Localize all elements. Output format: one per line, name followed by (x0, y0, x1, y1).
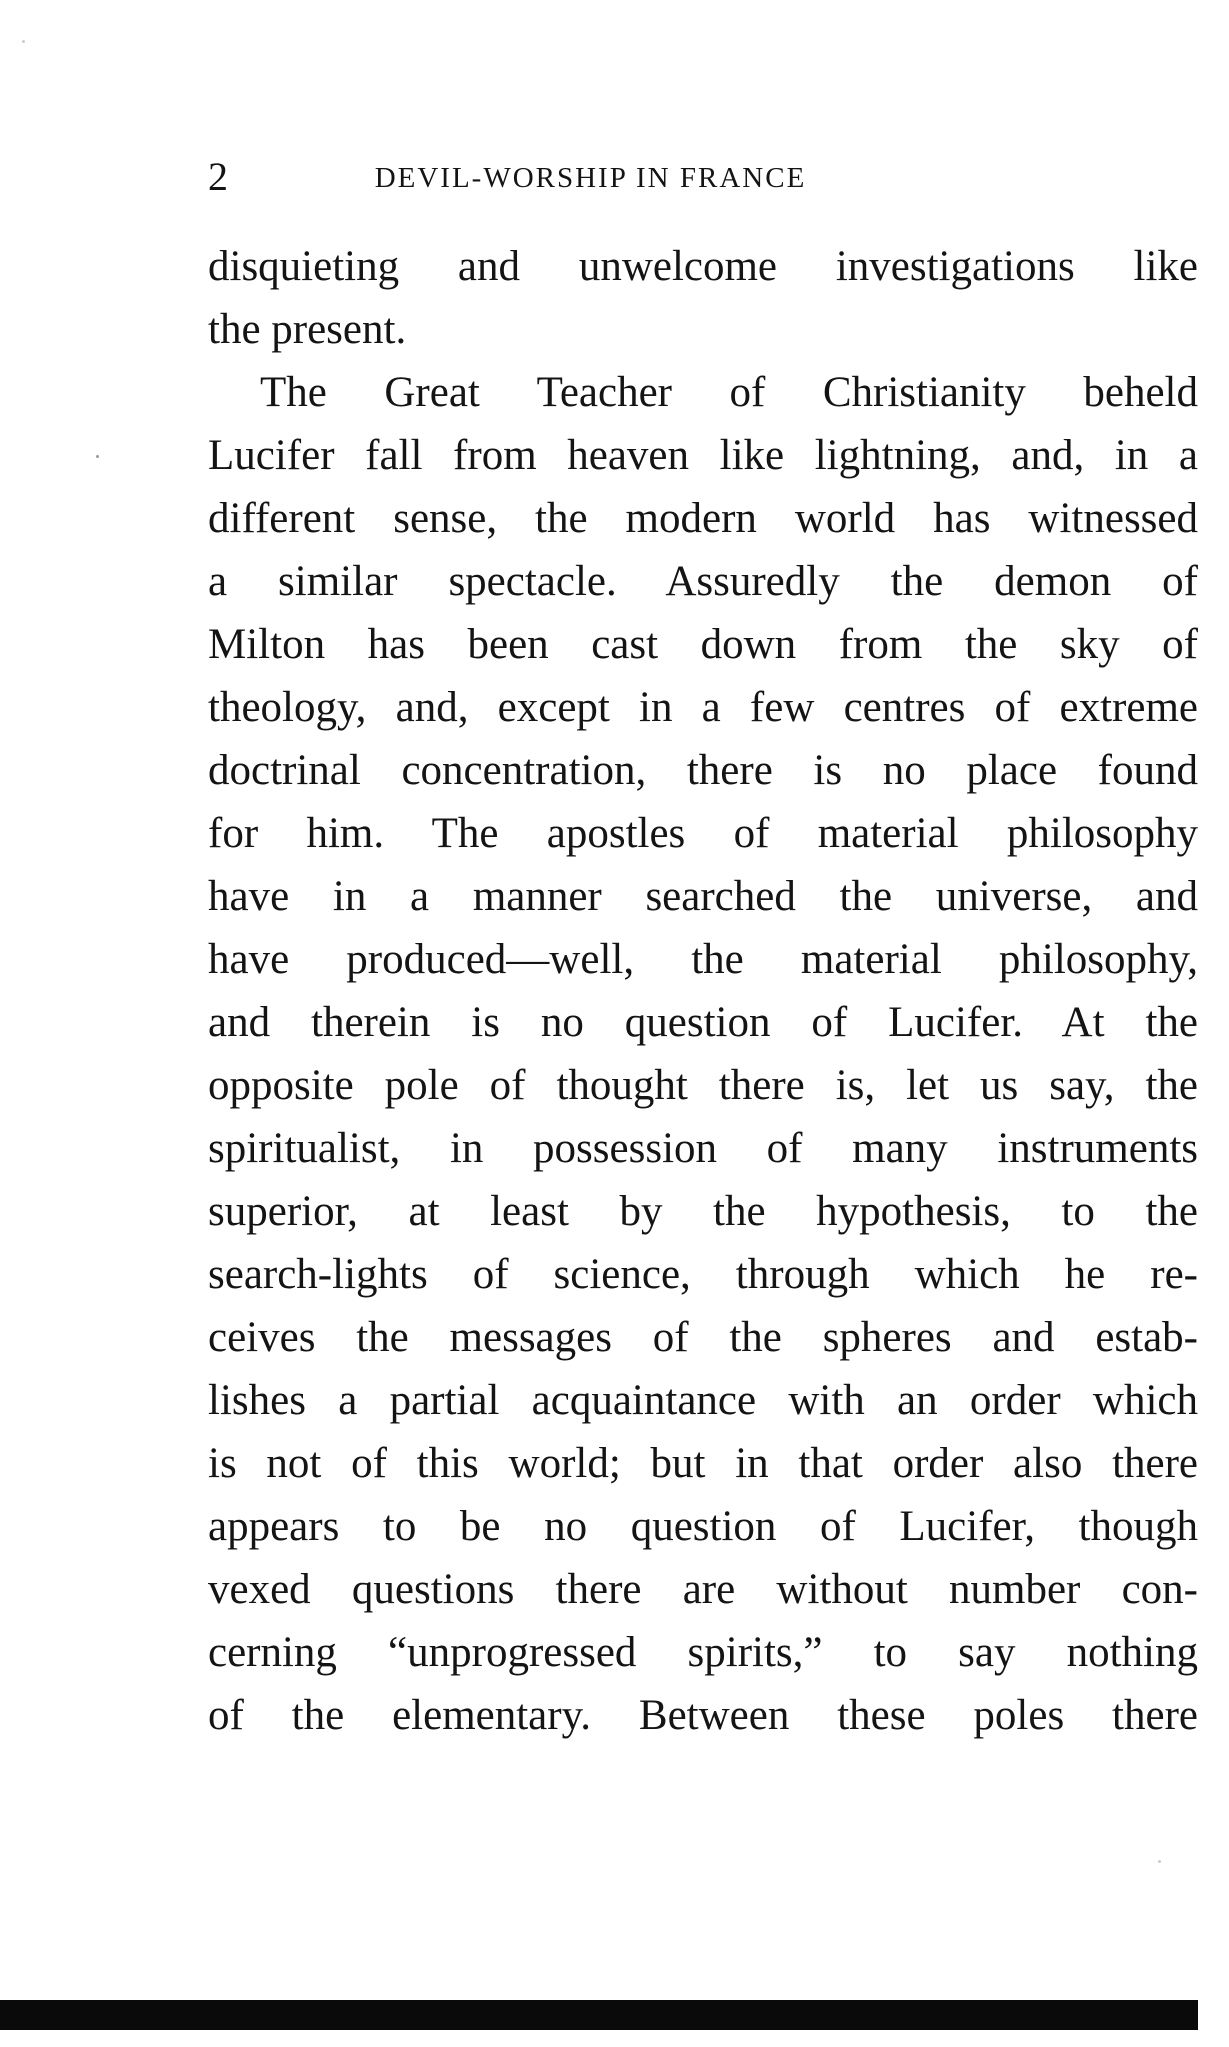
text-line: different sense, the modern world has witnessed (208, 495, 1198, 542)
text-line: spiritualist, in possession of many instruments (208, 1125, 1198, 1172)
text-line: The Great Teacher of Christianity beheld (260, 369, 1198, 416)
text-line: Milton has been cast down from the sky of (208, 621, 1198, 668)
text-line: appears to be no question of Lucifer, though (208, 1503, 1198, 1550)
paper-speck (1158, 1860, 1161, 1863)
text-line: lishes a partial acquaintance with an order which (208, 1377, 1198, 1424)
text-line: doctrinal concentration, there is no place found (208, 747, 1198, 794)
text-line: and therein is no question of Lucifer. At the (208, 999, 1198, 1046)
bottom-edge-bar (0, 2000, 1198, 2030)
text-line: theology, and, except in a few centres of extreme (208, 684, 1198, 731)
text-line: disquieting and unwelcome investigations like (208, 243, 1198, 290)
text-line: Lucifer fall from heaven like lightning, and, in a (208, 432, 1198, 479)
text-line: of the elementary. Between these poles there (208, 1692, 1198, 1739)
text-line: vexed questions there are without number con- (208, 1566, 1198, 1613)
text-line: is not of this world; but in that order also there (208, 1440, 1198, 1487)
paper-speck (96, 455, 99, 458)
text-line: superior, at least by the hypothesis, to the (208, 1188, 1198, 1235)
running-head (208, 152, 973, 202)
paper-speck (22, 40, 25, 43)
text-line: search-lights of science, through which he re- (208, 1251, 1198, 1298)
text-line: have produced—well, the material philosophy, (208, 936, 1198, 983)
text-line: the present. (208, 306, 407, 353)
running-title: DEVIL-WORSHIP IN FRANCE (374, 162, 807, 194)
page-number: 2 (208, 154, 228, 199)
text-line: opposite pole of thought there is, let us say, the (208, 1062, 1198, 1109)
text-line: ceives the messages of the spheres and estab- (208, 1314, 1198, 1361)
text-line: a similar spectacle. Assuredly the demon of (208, 558, 1198, 605)
text-line: for him. The apostles of material philosophy (208, 810, 1198, 857)
text-line: cerning “unprogressed spirits,” to say nothing (208, 1629, 1198, 1676)
body-text (208, 235, 1198, 1747)
text-line: have in a manner searched the universe, and (208, 873, 1198, 920)
